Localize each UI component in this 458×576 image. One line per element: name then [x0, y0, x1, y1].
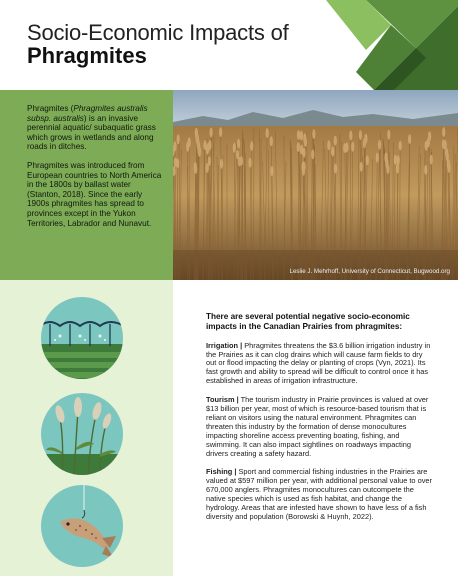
page-title-emphasis: Phragmites [27, 43, 147, 68]
irrigation-icon [40, 296, 124, 380]
page-header [0, 0, 458, 90]
lead-statement: There are several potential negative socio-economic impacts in the Canadian Prairies from phragmites: [206, 312, 410, 331]
page-title: Socio-Economic Impacts of [27, 20, 289, 45]
phragmites-photo [173, 90, 458, 280]
corner-decoration-icon [326, 0, 458, 90]
intro-paragraph-1: Phragmites (Phragmites australis subsp. australis) is an invasive perennial aquatic/ subaquatic grass which grows in wetlands and along roads in ditches. [27, 104, 156, 152]
icon-panel [0, 280, 173, 576]
fish-icon [40, 484, 124, 568]
main-content [206, 312, 432, 532]
section-tourism: Tourism | The tourism industry in Prairie provinces is valued at over $13 billion per year, most of which is resource-based tourism that is reliant on visitors using the natural environment. Phragmites can threaten this industry by the formation of dense monocultures impacting shoreline access preventing boating, fishing, and swimming. It can also impact sightlines on roadways impacting drivers creating a safety hazard. [206, 395, 429, 458]
intro-panel [0, 90, 173, 280]
phragmites-plant-icon [40, 392, 124, 476]
section-irrigation: Irrigation | Phragmites threatens the $3.6 billion irrigation industry in the Prairies as it can clog drains which will cause farm fields to dry out or flood impacting the delay or planting of crops (Vyn, 2021). Its fast growth and ability to spread will be difficult to control once it has established in areas of irrigation infrastructure. [206, 340, 431, 386]
photo-credit: Leslie J. Mehrhoff, University of Connecticut, Bugwood.org [289, 268, 450, 275]
intro-paragraph-2: Phragmites was introduced from European countries to North America in the 1800s by ballast water (Stanton, 2018). Since the early 1900s phragmites has spread to provinces except in the Yukon Territories, Labrador and Nunavut. [27, 160, 162, 228]
section-fishing: Fishing | Sport and commercial fishing industries in the Prairies are valued at $597 million per year, with additional personal value to over 670,000 anglers. Phragmites monocultures can outcompete the native species which is used as fish habitat, and change the hydrology. Areas that are infested have shown to have less of a fish diversity and population (Borowski & Huynh, 2022). [206, 467, 432, 521]
phragmites-field-image [173, 90, 458, 280]
